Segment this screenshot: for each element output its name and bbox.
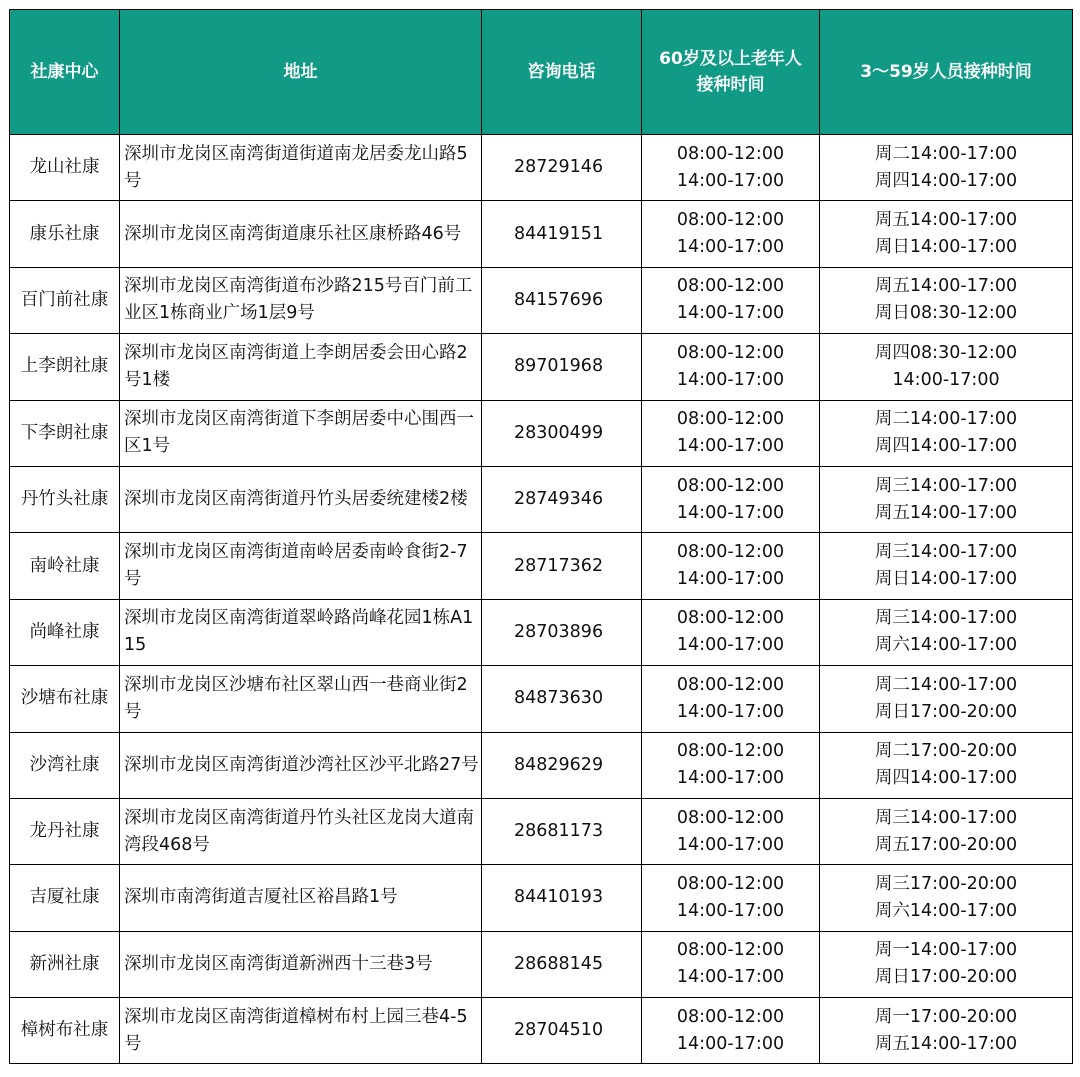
- phone-cell: 28729146: [482, 135, 642, 201]
- elderly-time-cell: 08:00-12:00 14:00-17:00: [642, 865, 820, 931]
- phone-cell: 28717362: [482, 533, 642, 599]
- phone-cell: 28300499: [482, 400, 642, 466]
- table-row: [10, 533, 1073, 599]
- center-name-cell: 沙塘布社康: [10, 666, 120, 732]
- phone-cell: 84419151: [482, 201, 642, 267]
- center-name-cell: 新洲社康: [10, 931, 120, 997]
- phone-cell: 28703896: [482, 599, 642, 665]
- center-name-cell: 龙丹社康: [10, 798, 120, 864]
- adult-time-cell: 周二17:00-20:00 周四14:00-17:00: [820, 732, 1073, 798]
- adult-time-cell: 周三14:00-17:00 周日14:00-17:00: [820, 533, 1073, 599]
- schedule-table-container: [9, 9, 1072, 1064]
- adult-time-cell: 周一14:00-17:00 周日17:00-20:00: [820, 931, 1073, 997]
- vaccination-schedule-table: [9, 9, 1073, 1064]
- elderly-time-cell: 08:00-12:00 14:00-17:00: [642, 732, 820, 798]
- phone-cell: 28681173: [482, 798, 642, 864]
- adult-time-cell: 周二14:00-17:00 周四14:00-17:00: [820, 135, 1073, 201]
- elderly-time-cell: 08:00-12:00 14:00-17:00: [642, 135, 820, 201]
- header-phone: 咨询电话: [482, 10, 642, 135]
- table-row: [10, 334, 1073, 400]
- address-cell: 深圳市龙岗区沙塘布社区翠山西一巷商业街2号: [120, 666, 482, 732]
- header-elderly-time: 60岁及以上老年人 接种时间: [642, 10, 820, 135]
- elderly-time-cell: 08:00-12:00 14:00-17:00: [642, 931, 820, 997]
- phone-cell: 84157696: [482, 267, 642, 333]
- address-cell: 深圳市龙岗区南湾街道新洲西十三巷3号: [120, 931, 482, 997]
- phone-cell: 84410193: [482, 865, 642, 931]
- phone-cell: 28688145: [482, 931, 642, 997]
- adult-time-cell: 周五14:00-17:00 周日14:00-17:00: [820, 201, 1073, 267]
- address-cell: 深圳市南湾街道吉厦社区裕昌路1号: [120, 865, 482, 931]
- address-cell: 深圳市龙岗区南湾街道丹竹头社区龙岗大道南湾段468号: [120, 798, 482, 864]
- adult-time-cell: 周二14:00-17:00 周四14:00-17:00: [820, 400, 1073, 466]
- adult-time-cell: 周二14:00-17:00 周日17:00-20:00: [820, 666, 1073, 732]
- address-cell: 深圳市龙岗区南湾街道沙湾社区沙平北路27号: [120, 732, 482, 798]
- center-name-cell: 康乐社康: [10, 201, 120, 267]
- header-center: 社康中心: [10, 10, 120, 135]
- center-name-cell: 丹竹头社康: [10, 466, 120, 532]
- center-name-cell: 樟树布社康: [10, 998, 120, 1064]
- adult-time-cell: 周三14:00-17:00 周五14:00-17:00: [820, 466, 1073, 532]
- table-row: [10, 865, 1073, 931]
- table-row: [10, 998, 1073, 1064]
- elderly-time-cell: 08:00-12:00 14:00-17:00: [642, 798, 820, 864]
- address-cell: 深圳市龙岗区南湾街道上李朗居委会田心路2号1楼: [120, 334, 482, 400]
- address-cell: 深圳市龙岗区南湾街道南岭居委南岭食街2-7号: [120, 533, 482, 599]
- elderly-time-cell: 08:00-12:00 14:00-17:00: [642, 201, 820, 267]
- adult-time-cell: 周一17:00-20:00 周五14:00-17:00: [820, 998, 1073, 1064]
- header-adult-time: 3～59岁人员接种时间: [820, 10, 1073, 135]
- table-row: [10, 599, 1073, 665]
- center-name-cell: 沙湾社康: [10, 732, 120, 798]
- table-row: [10, 466, 1073, 532]
- adult-time-cell: 周三17:00-20:00 周六14:00-17:00: [820, 865, 1073, 931]
- address-cell: 深圳市龙岗区南湾街道街道南龙居委龙山路5号: [120, 135, 482, 201]
- elderly-time-cell: 08:00-12:00 14:00-17:00: [642, 400, 820, 466]
- center-name-cell: 尚峰社康: [10, 599, 120, 665]
- elderly-time-cell: 08:00-12:00 14:00-17:00: [642, 267, 820, 333]
- table-row: [10, 931, 1073, 997]
- center-name-cell: 吉厦社康: [10, 865, 120, 931]
- elderly-time-cell: 08:00-12:00 14:00-17:00: [642, 533, 820, 599]
- header-address: 地址: [120, 10, 482, 135]
- adult-time-cell: 周三14:00-17:00 周五17:00-20:00: [820, 798, 1073, 864]
- adult-time-cell: 周四08:30-12:00 14:00-17:00: [820, 334, 1073, 400]
- header-row: [10, 10, 1073, 135]
- table-row: [10, 400, 1073, 466]
- center-name-cell: 下李朗社康: [10, 400, 120, 466]
- table-row: [10, 798, 1073, 864]
- table-row: [10, 732, 1073, 798]
- address-cell: 深圳市龙岗区南湾街道下李朗居委中心围西一区1号: [120, 400, 482, 466]
- center-name-cell: 龙山社康: [10, 135, 120, 201]
- phone-cell: 28749346: [482, 466, 642, 532]
- adult-time-cell: 周五14:00-17:00 周日08:30-12:00: [820, 267, 1073, 333]
- address-cell: 深圳市龙岗区南湾街道康乐社区康桥路46号: [120, 201, 482, 267]
- center-name-cell: 南岭社康: [10, 533, 120, 599]
- table-row: [10, 267, 1073, 333]
- table-row: [10, 666, 1073, 732]
- phone-cell: 84829629: [482, 732, 642, 798]
- phone-cell: 89701968: [482, 334, 642, 400]
- elderly-time-cell: 08:00-12:00 14:00-17:00: [642, 666, 820, 732]
- elderly-time-cell: 08:00-12:00 14:00-17:00: [642, 599, 820, 665]
- table-row: [10, 135, 1073, 201]
- elderly-time-cell: 08:00-12:00 14:00-17:00: [642, 998, 820, 1064]
- elderly-time-cell: 08:00-12:00 14:00-17:00: [642, 334, 820, 400]
- center-name-cell: 上李朗社康: [10, 334, 120, 400]
- address-cell: 深圳市龙岗区南湾街道樟树布村上园三巷4-5号: [120, 998, 482, 1064]
- address-cell: 深圳市龙岗区南湾街道翠岭路尚峰花园1栋A115: [120, 599, 482, 665]
- elderly-time-cell: 08:00-12:00 14:00-17:00: [642, 466, 820, 532]
- center-name-cell: 百门前社康: [10, 267, 120, 333]
- address-cell: 深圳市龙岗区南湾街道布沙路215号百门前工业区1栋商业广场1层9号: [120, 267, 482, 333]
- table-row: [10, 201, 1073, 267]
- address-cell: 深圳市龙岗区南湾街道丹竹头居委统建楼2楼: [120, 466, 482, 532]
- phone-cell: 84873630: [482, 666, 642, 732]
- adult-time-cell: 周三14:00-17:00 周六14:00-17:00: [820, 599, 1073, 665]
- phone-cell: 28704510: [482, 998, 642, 1064]
